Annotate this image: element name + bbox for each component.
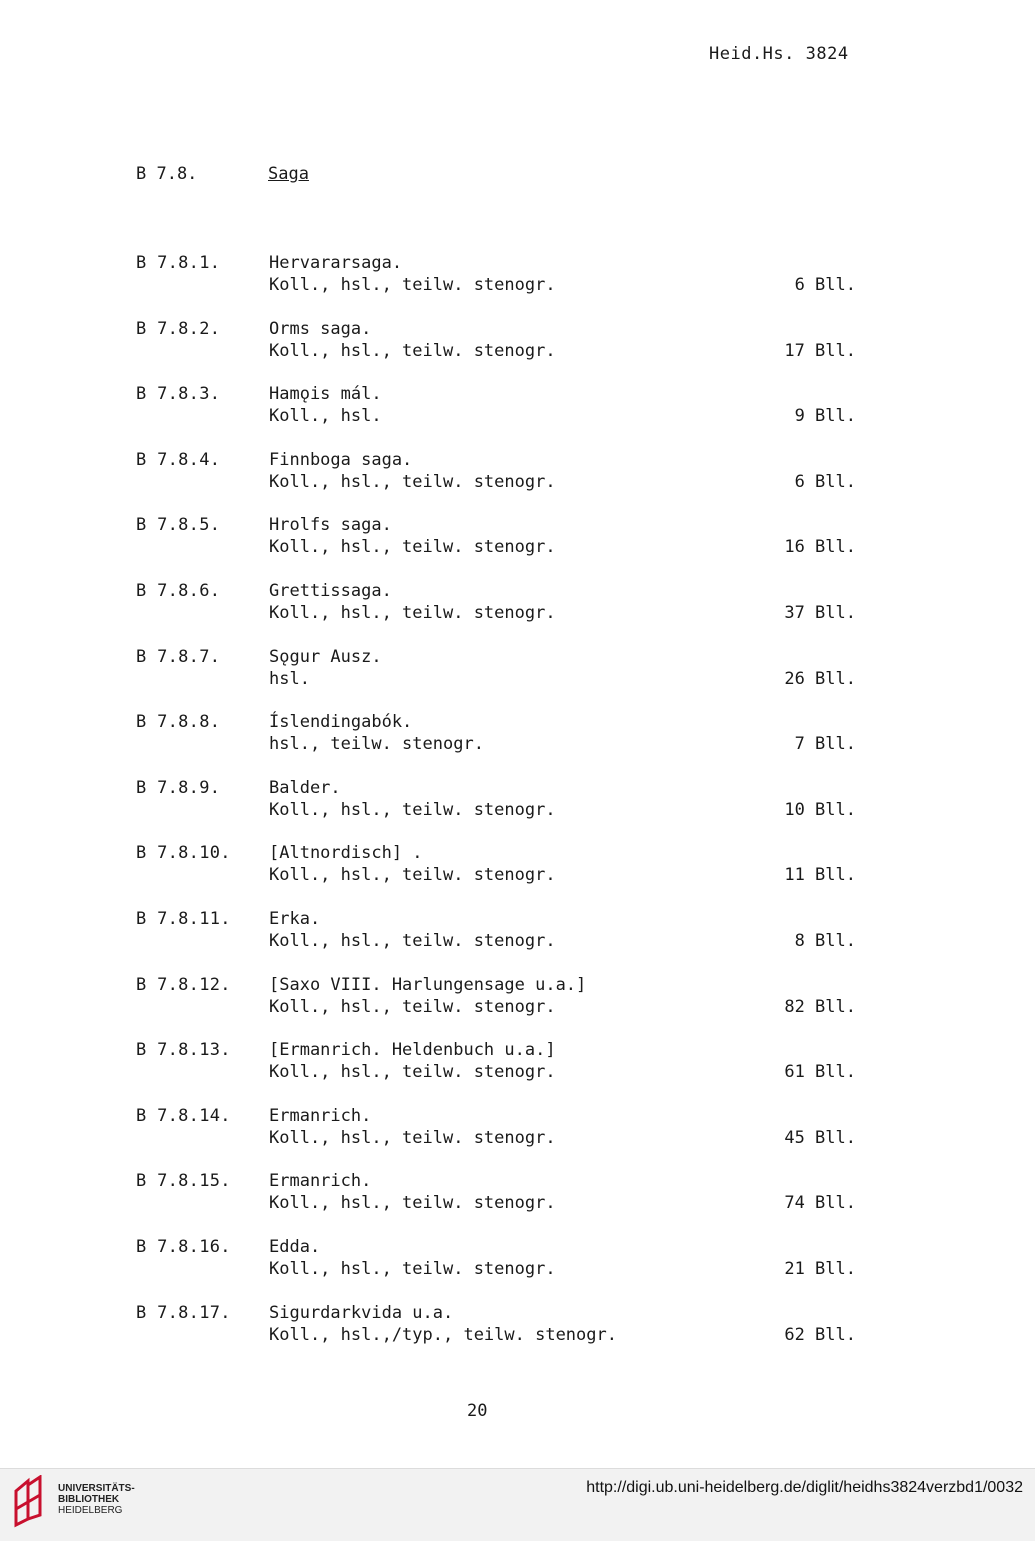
entry-title: Hrolfs saga. bbox=[269, 515, 392, 535]
entry-description: Koll., hsl. bbox=[269, 406, 382, 426]
entry-leaf-count: 74 Bll. bbox=[784, 1193, 856, 1213]
library-name-line3: HEIDELBERG bbox=[58, 1505, 123, 1516]
entry-leaf-count: 82 Bll. bbox=[784, 997, 856, 1017]
entry-leaf-count: 26 Bll. bbox=[784, 669, 856, 689]
entry-leaf-count: 37 Bll. bbox=[784, 603, 856, 623]
entry-description: Koll., hsl., teilw. stenogr. bbox=[269, 997, 556, 1017]
entry-code: B 7.8.5. bbox=[136, 515, 221, 535]
entry-code: B 7.8.13. bbox=[136, 1040, 231, 1060]
entry-title: [Ermanrich. Heldenbuch u.a.] bbox=[269, 1040, 556, 1060]
entry-title: Hervararsaga. bbox=[269, 253, 403, 273]
entry-title: Sigurdarkvida u.a. bbox=[269, 1303, 454, 1323]
entry-title: Íslendingabók. bbox=[269, 712, 413, 732]
entry-description: Koll., hsl., teilw. stenogr. bbox=[269, 275, 556, 295]
page-number: 20 bbox=[467, 1401, 488, 1421]
entry-code: B 7.8.10. bbox=[136, 843, 231, 863]
manuscript-reference: Heid.Hs. 3824 bbox=[709, 44, 849, 64]
entry-leaf-count: 62 Bll. bbox=[784, 1325, 856, 1345]
entry-title: Edda. bbox=[269, 1237, 321, 1257]
library-name-line1: UNIVERSITÄTS- bbox=[58, 1483, 135, 1494]
footer-bar bbox=[0, 1468, 1035, 1541]
entry-code: B 7.8.6. bbox=[136, 581, 221, 601]
entry-description: Koll., hsl., teilw. stenogr. bbox=[269, 341, 556, 361]
entry-leaf-count: 21 Bll. bbox=[784, 1259, 856, 1279]
section-code: B 7.8. bbox=[136, 164, 198, 184]
library-name bbox=[58, 1483, 135, 1516]
entry-title: Ermanrich. bbox=[269, 1171, 372, 1191]
entry-code: B 7.8.11. bbox=[136, 909, 231, 929]
entry-code: B 7.8.17. bbox=[136, 1303, 231, 1323]
entry-title: [Saxo VIII. Harlungensage u.a.] bbox=[269, 975, 587, 995]
entry-leaf-count: 11 Bll. bbox=[784, 865, 856, 885]
source-url-link[interactable]: http://digi.ub.uni-heidelberg.de/diglit/heidhs3824verzbd1/0032 bbox=[586, 1479, 1023, 1496]
entry-description: Koll., hsl., teilw. stenogr. bbox=[269, 1193, 556, 1213]
entry-leaf-count: 6 Bll. bbox=[794, 472, 856, 492]
entry-description: Koll., hsl.,/typ., teilw. stenogr. bbox=[269, 1325, 617, 1345]
entry-leaf-count: 6 Bll. bbox=[794, 275, 856, 295]
library-logo-icon bbox=[10, 1475, 52, 1529]
section-name: Saga bbox=[268, 164, 309, 184]
entry-code: B 7.8.2. bbox=[136, 319, 221, 339]
entry-code: B 7.8.1. bbox=[136, 253, 221, 273]
entry-code: B 7.8.15. bbox=[136, 1171, 231, 1191]
entry-description: Koll., hsl., teilw. stenogr. bbox=[269, 1062, 556, 1082]
entry-code: B 7.8.12. bbox=[136, 975, 231, 995]
entry-leaf-count: 45 Bll. bbox=[784, 1128, 856, 1148]
entry-leaf-count: 10 Bll. bbox=[784, 800, 856, 820]
entry-title: [Altnordisch] . bbox=[269, 843, 423, 863]
entry-description: Koll., hsl., teilw. stenogr. bbox=[269, 1128, 556, 1148]
entry-description: Koll., hsl., teilw. stenogr. bbox=[269, 537, 556, 557]
entry-description: Koll., hsl., teilw. stenogr. bbox=[269, 1259, 556, 1279]
section-heading bbox=[136, 164, 309, 184]
entry-description: Koll., hsl., teilw. stenogr. bbox=[269, 931, 556, 951]
entry-leaf-count: 17 Bll. bbox=[784, 341, 856, 361]
entry-title: Grettissaga. bbox=[269, 581, 392, 601]
entry-title: Sǫgur Ausz. bbox=[269, 647, 382, 667]
entry-code: B 7.8.3. bbox=[136, 384, 221, 404]
entry-description: Koll., hsl., teilw. stenogr. bbox=[269, 800, 556, 820]
entry-code: B 7.8.14. bbox=[136, 1106, 231, 1126]
entry-leaf-count: 7 Bll. bbox=[794, 734, 856, 754]
entry-code: B 7.8.4. bbox=[136, 450, 221, 470]
entry-title: Hamǫis mál. bbox=[269, 384, 382, 404]
entry-description: Koll., hsl., teilw. stenogr. bbox=[269, 865, 556, 885]
library-name-line2: BIBLIOTHEK bbox=[58, 1494, 120, 1505]
entry-code: B 7.8.7. bbox=[136, 647, 221, 667]
entry-leaf-count: 9 Bll. bbox=[794, 406, 856, 426]
entry-description: Koll., hsl., teilw. stenogr. bbox=[269, 603, 556, 623]
entry-description: hsl., teilw. stenogr. bbox=[269, 734, 484, 754]
entry-title: Ermanrich. bbox=[269, 1106, 372, 1126]
entry-leaf-count: 16 Bll. bbox=[784, 537, 856, 557]
entry-code: B 7.8.16. bbox=[136, 1237, 231, 1257]
entry-title: Balder. bbox=[269, 778, 341, 798]
entry-leaf-count: 61 Bll. bbox=[784, 1062, 856, 1082]
entry-title: Orms saga. bbox=[269, 319, 372, 339]
entry-leaf-count: 8 Bll. bbox=[794, 931, 856, 951]
entry-description: hsl. bbox=[269, 669, 310, 689]
entry-title: Finnboga saga. bbox=[269, 450, 413, 470]
entry-title: Erka. bbox=[269, 909, 321, 929]
entry-code: B 7.8.8. bbox=[136, 712, 221, 732]
entry-code: B 7.8.9. bbox=[136, 778, 221, 798]
entry-description: Koll., hsl., teilw. stenogr. bbox=[269, 472, 556, 492]
